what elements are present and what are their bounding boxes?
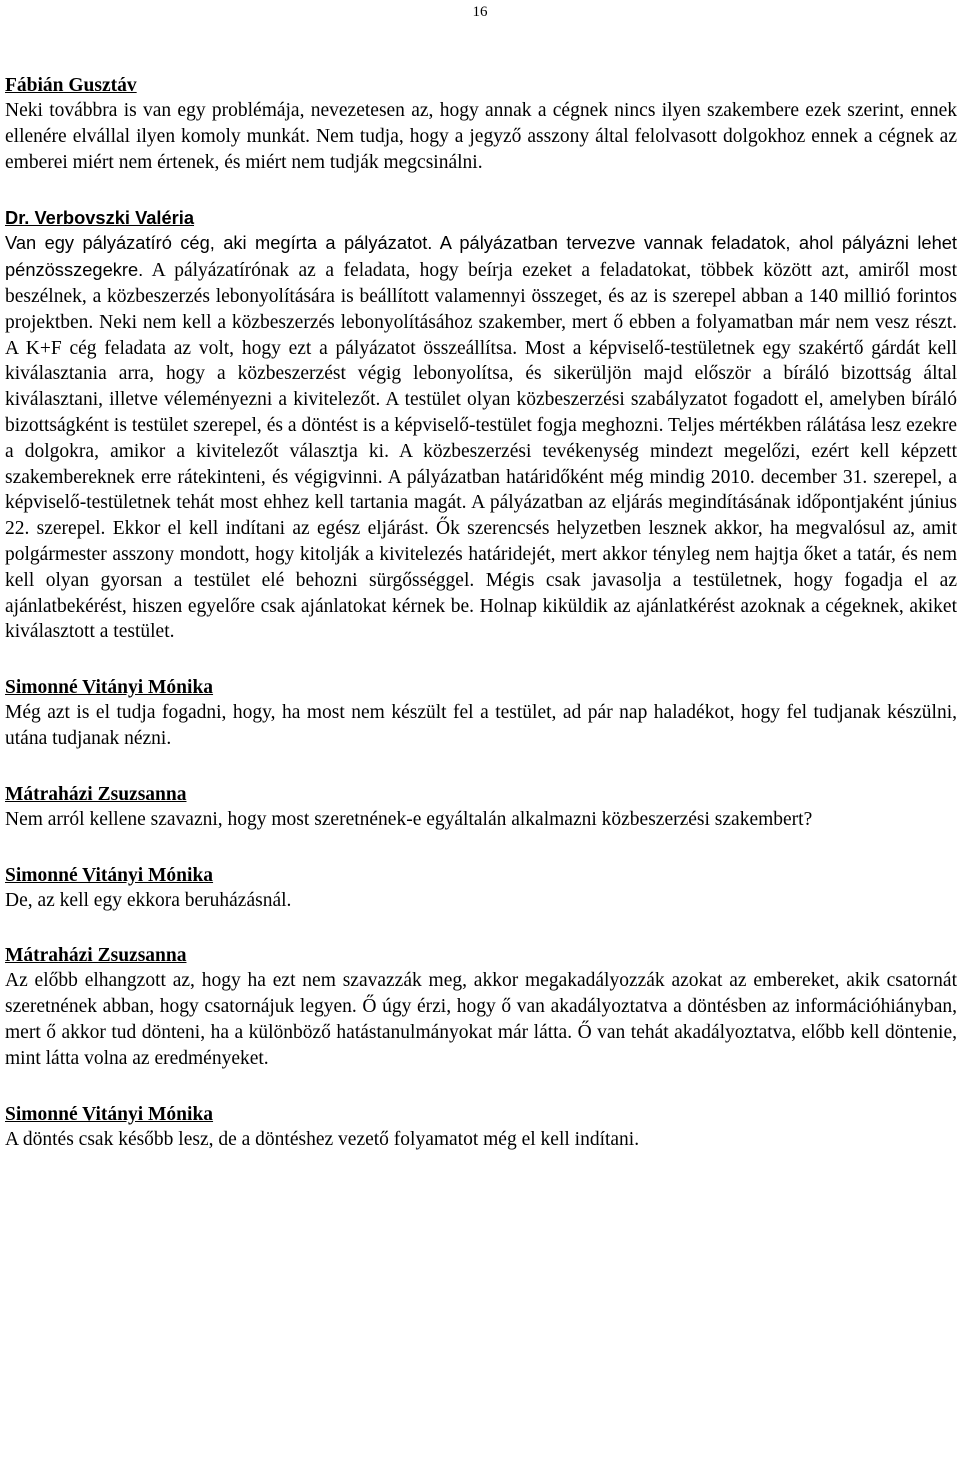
speaker-name: Simonné Vitányi Mónika xyxy=(5,1103,214,1125)
speech-block xyxy=(5,863,957,914)
speaker-name: Mátraházi Zsuzsanna xyxy=(5,783,187,805)
speech-block xyxy=(5,675,957,752)
speech-text-sans: Van egy pályázatíró cég, aki megírta a pályázatot. A pályázatban tervezve vannak feladatok, ahol pályázni lehet pénzösszegekre. xyxy=(5,232,957,281)
speech-text: A döntés csak később lesz, de a döntéshez vezető folyamatot még el kell indítani. xyxy=(5,1128,640,1150)
speaker-name: Simonné Vitányi Mónika xyxy=(5,677,214,699)
speaker-name: Mátraházi Zsuzsanna xyxy=(5,945,187,967)
speech-text: Még azt is el tudja fogadni, hogy, ha most nem készült fel a testület, ad pár nap haladékot, hogy fel tudjanak készülni, utána tudjanak nézni. xyxy=(5,702,957,749)
speech-text-serif: A pályázatírónak az a feladata, hogy beírja ezeket a feladatokat, többek között azt, amiről most beszélnek, a közbeszerzés lebonyolítására is beállított valamennyi összeget, és az is szerepel abban a 140 millió forintos projektben. Neki nem kell a közbeszerzés lebonyolításához szakember, mert ő ebben a folyamatban már nem vesz részt. A K+F cég feladata az volt, hogy ezt a pályázatot összeállítsa. Most a képviselő-testületnek egy szakértő gárdát kell kiválasztania arra, hogy a közbeszerzést végig lebonyolítsa, és sikerüljön majd először a bíráló bizottság által kiválasztani, illetve véleményezni a kivitelezőt. A testület olyan közbeszerzési szabályzatot fogadott el, amelyben bíráló bizottságként is testület szerepel, és a döntést is a képviselő-testület fogja meghozni. Teljes mértékben rálátása lesz ezekre a dolgokra, amikor a kivitelezőt választja ki. A közbeszerzési tevékenység mindezt megelőzi, ezért kell képzett szakembereknek erre rátekinteni, és végigvinni. A pályázatban határidőként még mindig 2010. december 31. szerepel, a képviselő-testületnek tehát most ehhez kell tartania magát. A pályázatban az eljárás megindításának időpontjaként június 22. szerepel. Ekkor el kell indítani az egész eljárást. Ők szerencsés helyzetben lesznek akkor, ha megvalósul az, amit polgármester asszony mondott, hogy kitolják a kivitelezés határidejét, mert akkor tényleg nem hajtja őket a tatár, és nem kell olyan gyorsan a testület elé behozni sürgősséggel. Mégis csak javasolja a testületnek, hogy fogadja el az ajánlatbekérést, hiszen egyelőre csak ajánlatokat kérnek be. Holnap kiküldik az ajánlatkérést azoknak a cégeknek, akiket kiválasztott a testület. xyxy=(5,260,957,643)
speaker-name: Dr. Verbovszki Valéria xyxy=(5,207,195,229)
speech-block xyxy=(5,205,957,645)
speech-text: Nem arról kellene szavazni, hogy most szeretnének-e egyáltalán alkalmazni közbeszerzési szakembert? xyxy=(5,808,813,830)
speech-text xyxy=(5,230,957,645)
speech-block xyxy=(5,782,957,833)
speech-text: Az előbb elhangzott az, hogy ha ezt nem szavazzák meg, akkor megakadályozzák azokat az embereket, akik csatornát szeretnének abban, hogy csatornájuk legyen. Ő úgy érzi, hogy ő van akadályoztatva a döntésben az információhiányban, mert ő akkor tud dönteni, ha a különböző hatástanulmányokat már látta. Ő van tehát akadályoztatva, előbb kell döntenie, mint látta volna az eredményeket. xyxy=(5,970,957,1069)
document-body xyxy=(5,73,957,1182)
speech-block xyxy=(5,1102,957,1153)
speaker-name: Simonné Vitányi Mónika xyxy=(5,864,214,886)
speech-block xyxy=(5,943,957,1071)
speech-text: De, az kell egy ekkora beruházásnál. xyxy=(5,889,292,911)
speech-block xyxy=(5,73,957,175)
speech-text: Neki továbbra is van egy problémája, nevezetesen az, hogy annak a cégnek nincs ilyen szakembere ezek szerint, ennek ellenére elvállal ilyen komoly munkát. Nem tudja, hogy a jegyző asszony által felolvasott dolgokhoz ennek a cégnek az emberei miért nem értenek, és miért nem tudják megcsinálni. xyxy=(5,100,957,173)
page-number: 16 xyxy=(472,4,488,20)
speaker-name: Fábián Gusztáv xyxy=(5,75,137,96)
